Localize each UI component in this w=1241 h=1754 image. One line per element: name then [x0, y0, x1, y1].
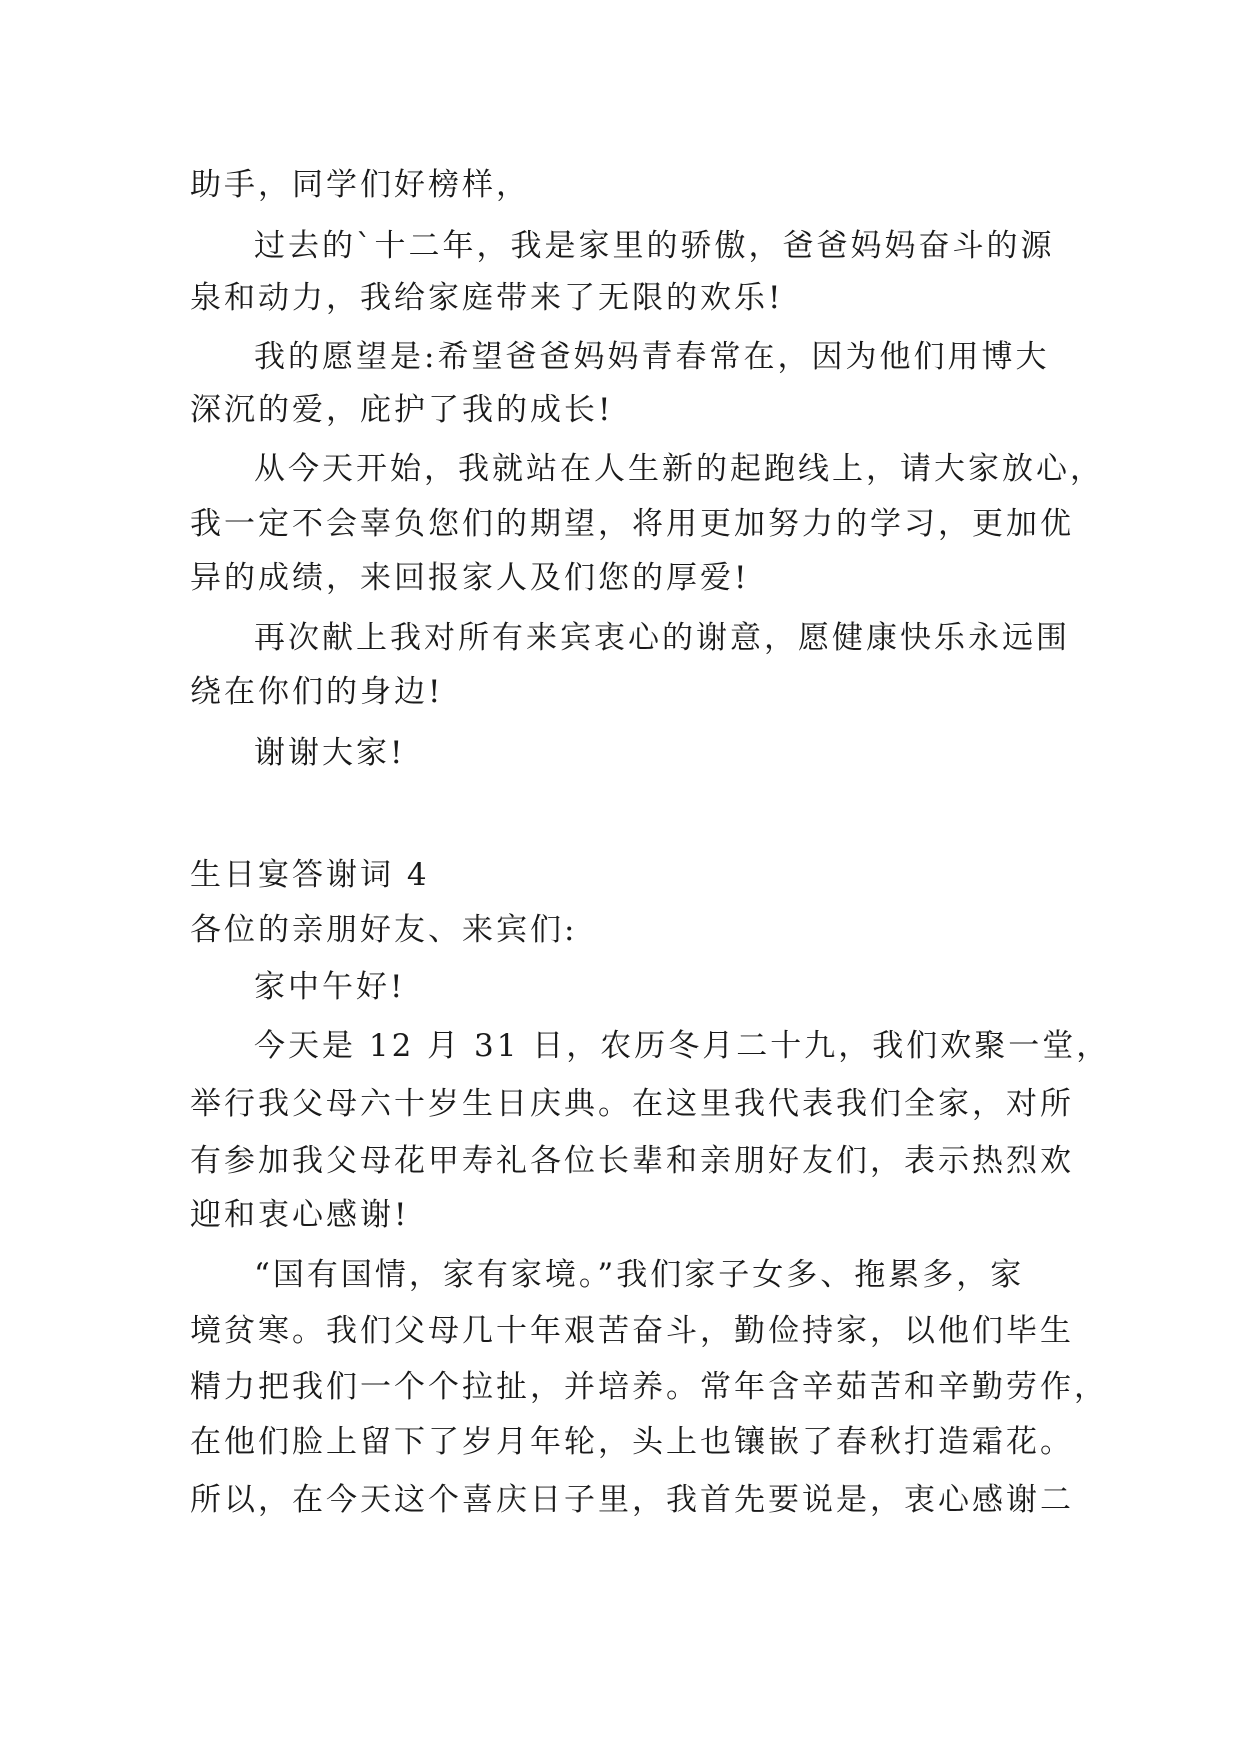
- text-line: 家中午好!: [254, 969, 406, 1005]
- text-line: 绕在你们的身边!: [190, 674, 444, 710]
- text-line: 在他们脸上留下了岁月年轮，头上也镶嵌了春秋打造霜花。: [190, 1424, 1074, 1460]
- text-line: 我一定不会辜负您们的期望，将用更加努力的学习，更加优: [190, 506, 1074, 542]
- text-line: 助手，同学们好榜样，: [190, 167, 530, 203]
- text-line: 异的成绩，来回报家人及们您的厚爱!: [190, 560, 750, 596]
- text-line: 我的愿望是:希望爸爸妈妈青春常在，因为他们用博大: [254, 339, 1050, 375]
- text-line: 举行我父母六十岁生日庆典。在这里我代表我们全家，对所: [190, 1086, 1074, 1122]
- text-line: 过去的`十二年，我是家里的骄傲，爸爸妈妈奋斗的源: [254, 228, 1055, 264]
- text-line: “国有国情，家有家境。”我们家子女多、拖累多，家: [254, 1257, 1025, 1293]
- text-line: 今天是 12 月 31 日，农历冬月二十九，我们欢聚一堂，: [254, 1028, 1111, 1064]
- salutation: 各位的亲朋好友、来宾们:: [190, 912, 578, 948]
- section-heading: 生日宴答谢词 4: [190, 857, 430, 893]
- text-line: 从今天开始，我就站在人生新的起跑线上，请大家放心，: [254, 451, 1104, 487]
- text-line: 谢谢大家!: [254, 735, 406, 771]
- text-line: 迎和衷心感谢!: [190, 1197, 410, 1233]
- text-line: 有参加我父母花甲寿礼各位长辈和亲朋好友们，表示热烈欢: [190, 1143, 1074, 1179]
- text-line: 境贫寒。我们父母几十年艰苦奋斗，勤俭持家，以他们毕生: [190, 1313, 1074, 1349]
- text-line: 精力把我们一个个拉扯，并培养。常年含辛茹苦和辛勤劳作，: [190, 1369, 1108, 1405]
- text-line: 深沉的爱，庇护了我的成长!: [190, 392, 614, 428]
- text-line: 泉和动力，我给家庭带来了无限的欢乐!: [190, 280, 784, 316]
- text-line: 所以，在今天这个喜庆日子里，我首先要说是，衷心感谢二: [190, 1482, 1074, 1518]
- text-line: 再次献上我对所有来宾衷心的谢意，愿健康快乐永远围: [254, 620, 1070, 656]
